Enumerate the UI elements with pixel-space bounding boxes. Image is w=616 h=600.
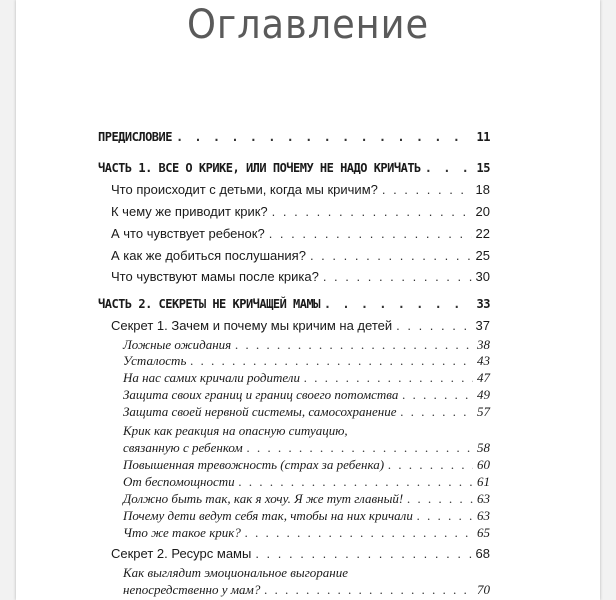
toc-entry-label: Секрет 2. Ресурс мамы — [111, 546, 252, 561]
toc-entry-label: Что происходит с детьми, когда мы кричим? — [111, 182, 378, 197]
leader-dots — [388, 457, 473, 473]
toc-page-number: 20 — [475, 204, 490, 219]
toc-subentry[interactable] — [123, 508, 490, 524]
toc-subentry[interactable] — [123, 370, 490, 386]
toc-page-number: 43 — [477, 353, 490, 368]
book-page — [16, 0, 600, 600]
toc-entry-label: А как же добиться послушания? — [111, 248, 306, 263]
leader-dots — [239, 474, 473, 490]
leader-dots — [402, 387, 473, 403]
toc-entry-label: Защита своих границ и границ своего потомства — [123, 387, 399, 402]
toc-entry[interactable] — [111, 226, 490, 241]
toc-entry[interactable] — [111, 204, 490, 219]
toc-page-number: 49 — [477, 387, 490, 402]
toc-page-number: 47 — [477, 370, 490, 385]
toc-subentry[interactable] — [123, 491, 490, 507]
toc-page-number: 15 — [476, 161, 490, 175]
toc-entry-label: Секрет 1. Зачем и почему мы кричим на детей — [111, 318, 393, 333]
toc-entry-label: А что чувствует ребенок? — [111, 226, 265, 241]
toc-entry-secret1[interactable] — [111, 318, 490, 333]
toc-entry-label: Защита своей нервной системы, самосохранение — [123, 404, 397, 419]
leader-dots — [310, 248, 472, 263]
toc-page-number: 11 — [476, 130, 490, 144]
leader-dots — [323, 269, 472, 284]
leader-dots — [304, 370, 473, 386]
toc-page-number: 63 — [477, 491, 490, 506]
toc-page-number: 22 — [475, 226, 490, 241]
toc-entry-part1[interactable] — [98, 161, 490, 175]
toc-page-number: 61 — [477, 474, 490, 489]
toc-entry-part2[interactable] — [98, 297, 490, 311]
toc-page-number: 37 — [475, 318, 490, 333]
toc-page-number: 57 — [477, 404, 490, 419]
toc-entry-label: Повышенная тревожность (страх за ребенка) — [123, 457, 385, 472]
toc-subentry-line1[interactable]: Крик как реакция на опасную ситуацию, — [123, 423, 348, 438]
toc-page-number: 33 — [476, 297, 490, 311]
leader-dots — [245, 525, 473, 541]
toc-page-number: 18 — [475, 182, 490, 197]
toc-subentry[interactable] — [123, 440, 490, 456]
leader-dots — [272, 204, 472, 219]
toc-subentry[interactable] — [123, 525, 490, 541]
toc-page-number: 30 — [475, 269, 490, 284]
toc-subentry[interactable] — [123, 337, 490, 353]
toc-entry[interactable] — [111, 269, 490, 284]
toc-entry-label: На нас самих кричали родители — [123, 370, 300, 385]
toc-entry-preface[interactable] — [98, 130, 490, 144]
toc-entry-secret2[interactable] — [111, 546, 490, 561]
toc-subentry[interactable] — [123, 387, 490, 403]
toc-entry-label: Ложные ожидания — [123, 337, 232, 352]
toc-entry-label: ЧАСТЬ 1. ВСЕ О КРИКЕ, ИЛИ ПОЧЕМУ НЕ НАДО КРИЧАТЬ — [98, 161, 421, 175]
toc-entry-label: ПРЕДИСЛОВИЕ — [98, 130, 172, 144]
toc-entry-label: связанную с ребенком — [123, 440, 243, 455]
toc-entry[interactable] — [111, 248, 490, 263]
leader-dots — [417, 508, 473, 524]
leader-dots — [324, 297, 473, 311]
toc-subentry[interactable] — [123, 582, 490, 598]
toc-page-number: 38 — [477, 337, 490, 352]
toc-entry-label: Почему дети ведут себя так, чтобы на них кричали — [123, 508, 413, 523]
leader-dots — [425, 161, 473, 175]
toc-subentry[interactable] — [123, 457, 490, 473]
toc-entry-label: ЧАСТЬ 2. СЕКРЕТЫ НЕ КРИЧАЩЕЙ МАМЫ — [98, 297, 320, 311]
leader-dots — [247, 440, 473, 456]
page-title: Оглавление — [186, 2, 430, 48]
toc-entry-label: Усталость — [123, 353, 187, 368]
toc-subentry-line1[interactable]: Как выглядит эмоциональное выгорание — [123, 565, 349, 580]
toc-entry-label: От беспомощности — [123, 474, 235, 489]
toc-page-number: 63 — [477, 508, 490, 523]
toc-entry-label: К чему же приводит крик? — [111, 204, 268, 219]
toc-page-number: 25 — [475, 248, 490, 263]
toc-page-number: 58 — [477, 440, 490, 455]
toc-page-number: 60 — [477, 457, 490, 472]
toc-page-number: 68 — [475, 546, 490, 561]
leader-dots — [176, 130, 473, 144]
leader-dots — [382, 182, 472, 197]
toc-subentry[interactable] — [123, 474, 490, 490]
leader-dots — [190, 353, 473, 369]
toc-entry-label: непосредственно у мам? — [123, 582, 261, 597]
toc-page-number: 70 — [477, 582, 490, 597]
leader-dots — [400, 404, 473, 420]
leader-dots — [269, 226, 472, 241]
toc-subentry[interactable] — [123, 404, 490, 420]
toc-subentry[interactable] — [123, 353, 490, 369]
leader-dots — [264, 582, 473, 598]
leader-dots — [407, 491, 473, 507]
leader-dots — [235, 337, 473, 353]
toc-entry-label: Что же такое крик? — [123, 525, 241, 540]
leader-dots — [396, 318, 471, 333]
toc-page-number: 65 — [477, 525, 490, 540]
leader-dots — [255, 546, 471, 561]
toc-entry-label: Что чувствуют мамы после крика? — [111, 269, 319, 284]
toc-entry[interactable] — [111, 182, 490, 197]
toc-entry-label: Должно быть так, как я хочу. Я же тут главный! — [123, 491, 404, 506]
